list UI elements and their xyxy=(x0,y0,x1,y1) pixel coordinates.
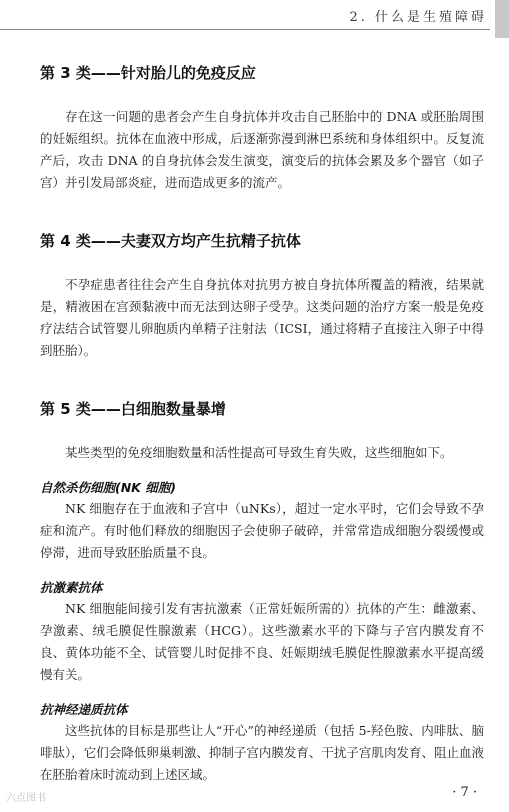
corner-tab-decoration xyxy=(495,0,509,38)
section-heading-3: 第 3 类——针对胎儿的免疫反应 xyxy=(40,64,256,82)
subheading-anti-neurotransmitter: 抗神经递质抗体 xyxy=(40,702,128,717)
page-header xyxy=(0,0,509,30)
section-heading-5: 第 5 类——白细胞数量暴增 xyxy=(40,400,226,418)
running-title: 2. 什么是生殖障碍 xyxy=(349,10,487,25)
subheading-anti-hormone: 抗激素抗体 xyxy=(40,580,103,595)
paragraph-anti-neurotransmitter: 这些抗体的目标是那些让人“开心”的神经递质（包括 5-羟色胺、内啡肽、脑啡肽），它们会降低卵巢刺激、抑制子宫内膜发育、干扰子宫肌肉发育、阻止血液在胚胎着床时流动到上述区域。 xyxy=(40,723,484,782)
header-divider xyxy=(0,29,490,30)
section-paragraph-4: 不孕症患者往往会产生自身抗体对抗男方被自身抗体所覆盖的精液，结果就是，精液困在宫颈黏液中而无法到达卵子受孕。这类问题的治疗方案一般是免疫疗法结合试管婴儿卵胞质内单精子注射法（ICSI，通过将精子直接注入卵子中得到胚胎）。 xyxy=(40,277,484,358)
paragraph-nk-cells: NK 细胞存在于血液和子宫中（uNKs），超过一定水平时，它们会导致不孕症和流产。有时他们释放的细胞因子会使卵子破碎，并常常造成细胞分裂缓慢或停滞，进而导致胚胎质量不良。 xyxy=(40,501,484,560)
subheading-nk-cells: 自然杀伤细胞(NK 细胞) xyxy=(40,480,176,495)
section-heading-4: 第 4 类——夫妻双方均产生抗精子抗体 xyxy=(40,232,301,250)
section-paragraph-5: 某些类型的免疫细胞数量和活性提高可导致生育失败，这些细胞如下。 xyxy=(65,445,453,460)
paragraph-anti-hormone: NK 细胞能间接引发有害抗激素（正常妊娠所需的）抗体的产生：雌激素、孕激素、绒毛膜促性腺激素（HCG）。这些激素水平的下降与子宫内膜发育不良、黄体功能不全、试管婴儿时促排不良、妊娠期绒毛膜促性腺激素水平提高缓慢有关。 xyxy=(40,601,484,682)
section-paragraph-3: 存在这一问题的患者会产生自身抗体并攻击自己胚胎中的 DNA 或胚胎周围的妊娠组织。抗体在血液中形成，后逐渐弥漫到淋巴系统和身体组织中。反复流产后，攻击 DNA 的自身抗体会发生演变，演变后的抗体会累及多个器官（如子宫）并引发局部炎症，进而造成更多的流产。 xyxy=(40,109,484,190)
publisher-watermark: 六点图书 xyxy=(6,793,46,804)
page-body xyxy=(40,62,484,786)
page-number: · 7 · xyxy=(452,785,477,800)
